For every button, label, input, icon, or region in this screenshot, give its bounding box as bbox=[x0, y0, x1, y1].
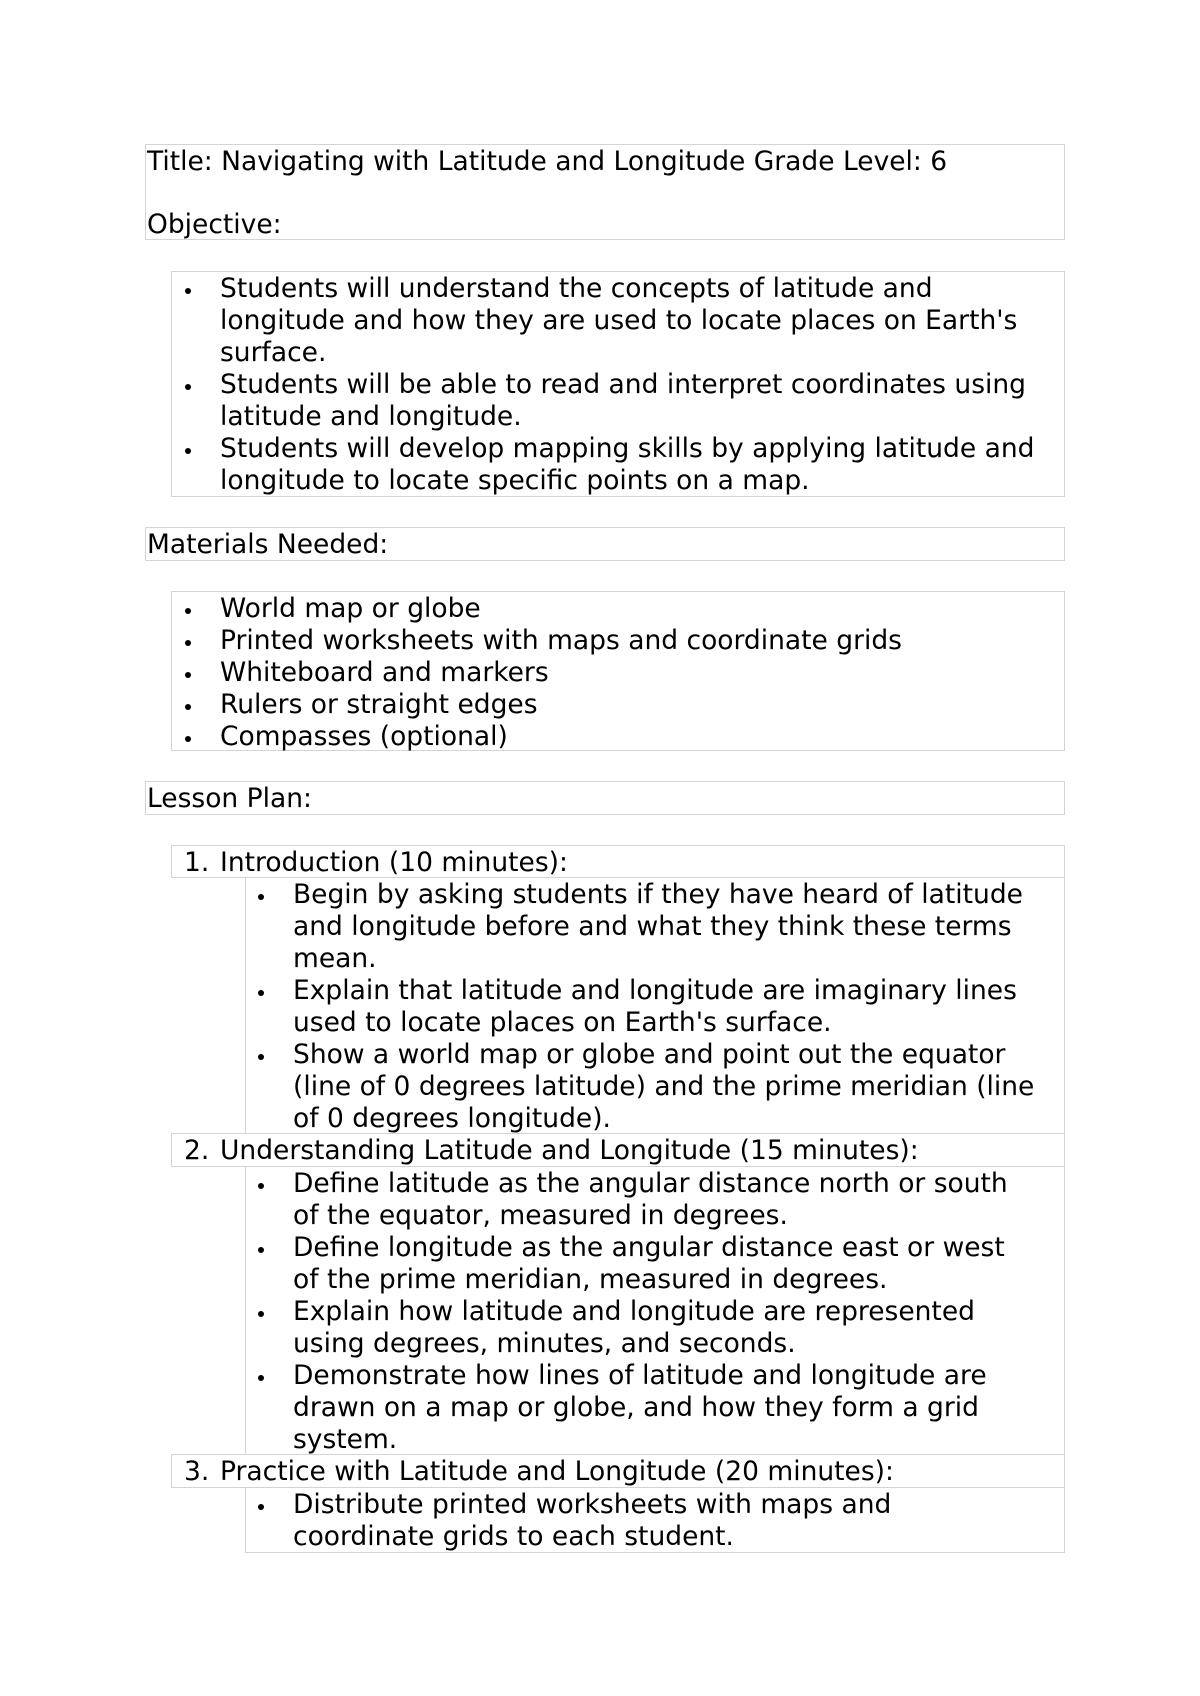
step-2-bullet-4-line-1: Demonstrate how lines of latitude and longitude are bbox=[293, 1360, 987, 1391]
step-2-bullet-3-line-2: using degrees, minutes, and seconds. bbox=[293, 1328, 796, 1359]
step-2-bullet-2-line-1: Define longitude as the angular distance east or west bbox=[293, 1232, 1005, 1263]
step-3-title: Practice with Latitude and Longitude (20 minutes): bbox=[220, 1456, 894, 1487]
bullet-icon bbox=[185, 736, 191, 742]
bullet-icon bbox=[185, 640, 191, 646]
bullet-icon bbox=[185, 608, 191, 614]
bullet-icon bbox=[258, 990, 264, 996]
bullet-icon bbox=[258, 1375, 264, 1381]
step-2-bullet-4-line-2: drawn on a map or globe, and how they form a grid bbox=[293, 1392, 979, 1423]
step-3-bullet-1-line-2: coordinate grids to each student. bbox=[293, 1521, 734, 1552]
bullet-icon bbox=[258, 1183, 264, 1189]
bullet-icon bbox=[258, 1247, 264, 1253]
step-1-bullet-1-line-1: Begin by asking students if they have heard of latitude bbox=[293, 879, 1023, 910]
step-1-bullet-1-line-2: and longitude before and what they think these terms bbox=[293, 911, 1012, 942]
step-3-bullet-1-line-1: Distribute printed worksheets with maps and bbox=[293, 1489, 892, 1520]
objective-heading: Objective: bbox=[147, 209, 282, 240]
objective-item-3-line-1: Students will develop mapping skills by applying latitude and bbox=[220, 433, 1035, 464]
objective-item-1-line-3: surface. bbox=[220, 337, 327, 368]
step-1-bullet-3-line-1: Show a world map or globe and point out the equator bbox=[293, 1039, 1006, 1070]
step-2-bullet-1-line-2: of the equator, measured in degrees. bbox=[293, 1200, 788, 1231]
step-1-bullet-2-line-1: Explain that latitude and longitude are imaginary lines bbox=[293, 975, 1017, 1006]
step-2-bullet-1-line-1: Define latitude as the angular distance north or south bbox=[293, 1168, 1008, 1199]
material-item-1: World map or globe bbox=[220, 593, 481, 624]
bullet-icon bbox=[258, 1311, 264, 1317]
step-2-title: Understanding Latitude and Longitude (15 minutes): bbox=[220, 1135, 919, 1166]
step-1-number: 1. bbox=[184, 847, 210, 878]
lesson-title: Title: Navigating with Latitude and Longitude Grade Level: 6 bbox=[147, 146, 948, 177]
bullet-icon bbox=[258, 1504, 264, 1510]
materials-heading: Materials Needed: bbox=[147, 529, 389, 560]
step-1-bullet-2-line-2: used to locate places on Earth's surface. bbox=[293, 1007, 832, 1038]
objective-item-1-line-1: Students will understand the concepts of latitude and bbox=[220, 273, 933, 304]
bullet-icon bbox=[185, 448, 191, 454]
bullet-icon bbox=[185, 672, 191, 678]
objective-item-3-line-2: longitude to locate specific points on a map. bbox=[220, 465, 810, 496]
bullet-icon bbox=[258, 1054, 264, 1060]
material-item-3: Whiteboard and markers bbox=[220, 657, 549, 688]
step-1-title: Introduction (10 minutes): bbox=[220, 847, 568, 878]
step-1-bullet-3-line-2: (line of 0 degrees latitude) and the prime meridian (line bbox=[293, 1071, 1035, 1102]
bullet-icon bbox=[185, 384, 191, 390]
material-item-4: Rulers or straight edges bbox=[220, 689, 538, 720]
objective-item-2-line-1: Students will be able to read and interpret coordinates using bbox=[220, 369, 1026, 400]
bullet-icon bbox=[185, 704, 191, 710]
step-2-number: 2. bbox=[184, 1135, 210, 1166]
bullet-icon bbox=[258, 894, 264, 900]
step-2-bullet-3-line-1: Explain how latitude and longitude are represented bbox=[293, 1296, 975, 1327]
lesson-plan-heading: Lesson Plan: bbox=[147, 783, 312, 814]
step-1-bullet-3-line-3: of 0 degrees longitude). bbox=[293, 1103, 611, 1134]
objective-item-1-line-2: longitude and how they are used to locate places on Earth's bbox=[220, 305, 1018, 336]
material-item-5: Compasses (optional) bbox=[220, 721, 508, 752]
bullet-icon bbox=[185, 288, 191, 294]
step-2-bullet-4-line-3: system. bbox=[293, 1424, 398, 1455]
step-1-bullet-1-line-3: mean. bbox=[293, 943, 377, 974]
step-3-number: 3. bbox=[184, 1456, 210, 1487]
step-2-bullet-2-line-2: of the prime meridian, measured in degrees. bbox=[293, 1264, 888, 1295]
objective-item-2-line-2: latitude and longitude. bbox=[220, 401, 522, 432]
material-item-2: Printed worksheets with maps and coordinate grids bbox=[220, 625, 902, 656]
